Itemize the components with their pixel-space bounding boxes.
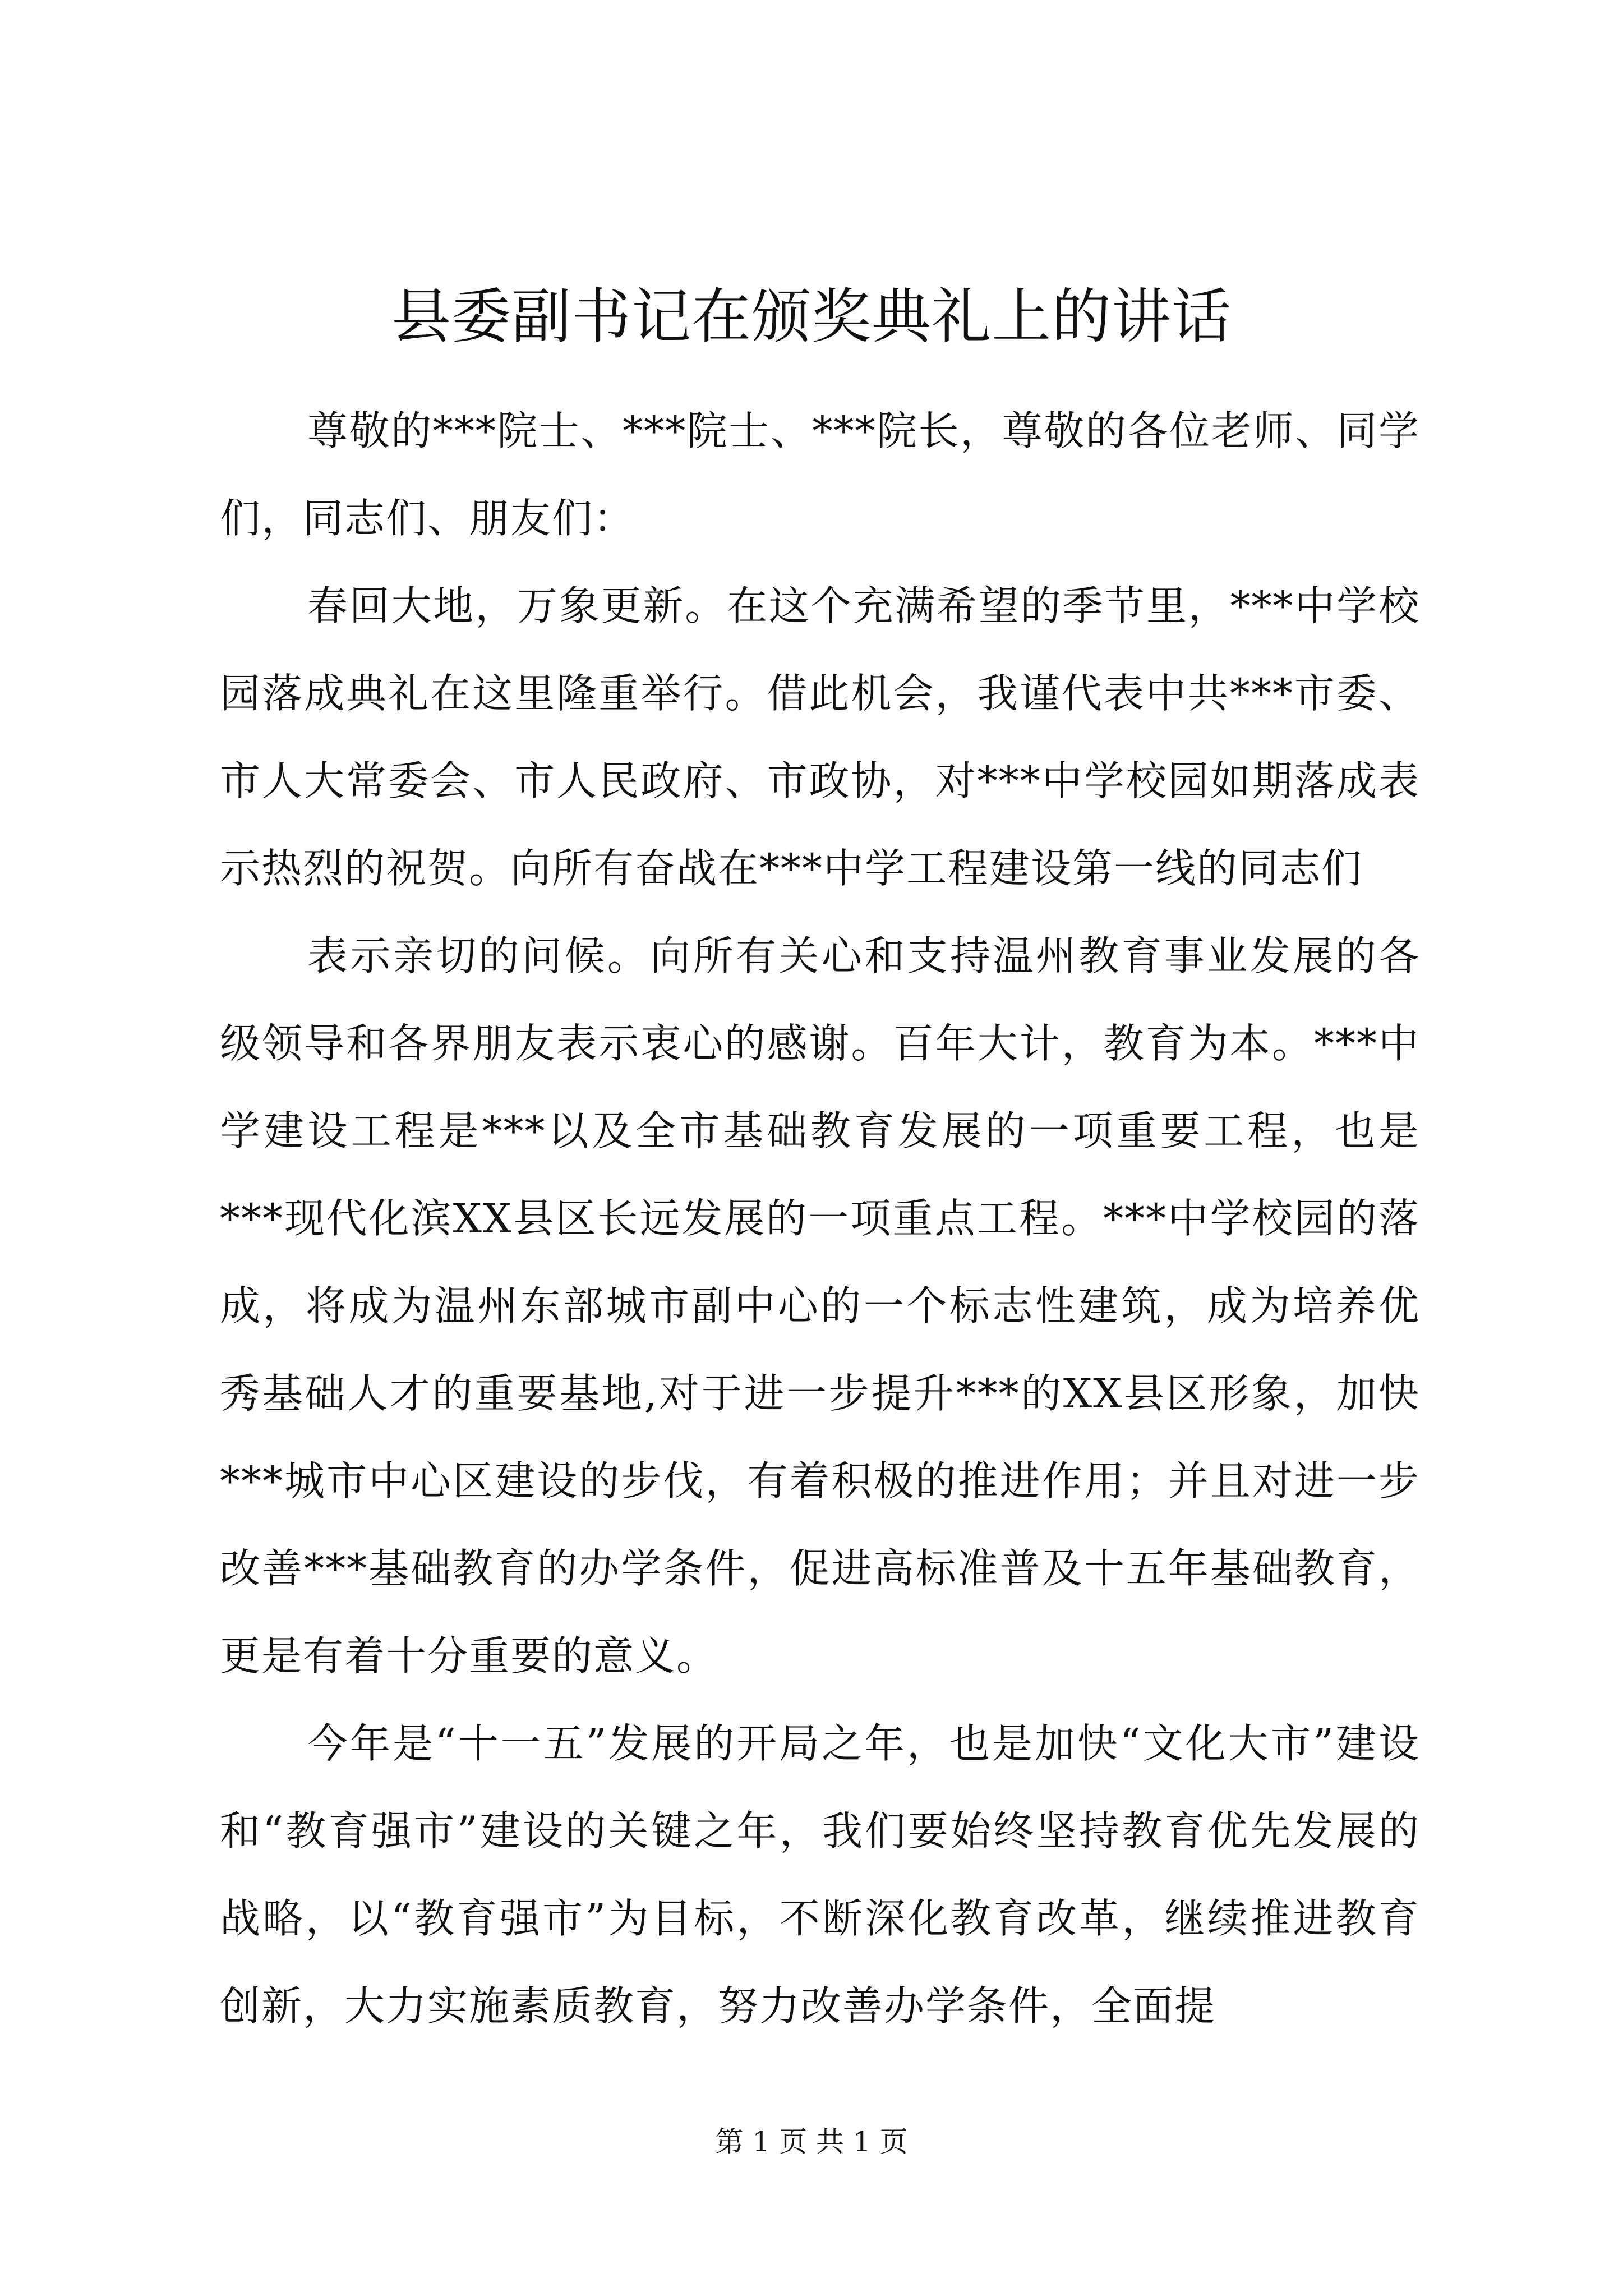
paragraph-salutation: 尊敬的***院士、***院士、***院长，尊敬的各位老师、同学们，同志们、朋友们： [220,407,1420,542]
paragraph-gratitude: 表示亲切的问候。向所有关心和支持温州教育事业发展的各级领导和各界朋友表示衷心的感谢。百年大计，教育为本。***中学建设工程是***以及全市基础教育发展的一项重要工程，也是***现代化滨XX县区长远发展的一项重点工程。***中学校园的落成，将成为温州东部城市副中心的一个标志性建筑，成为培养优秀基础人才的重要基地,对于进一步提升***的XX县区形象，加快***城市中心区建设的步伐，有着积极的推进作用；并且对进一步改善***基础教育的办学条件，促进高标准普及十五年基础教育，更是有着十分重要的意义。 [220,932,1420,1680]
paragraph-opening: 春回大地，万象更新。在这个充满希望的季节里，***中学校园落成典礼在这里隆重举行。借此机会，我谨代表中共***市委、市人大常委会、市人民政府、市政协，对***中学校园如期落成表示热烈的祝贺。向所有奋战在***中学工程建设第一线的同志们 [220,582,1420,892]
document-body [220,387,1420,2050]
document-title: 县委副书记在颁奖典礼上的讲话 [391,282,1232,351]
paragraph-outlook: 今年是“十一五”发展的开局之年，也是加快“文化大市”建设和“教育强市”建设的关键之年，我们要始终坚持教育优先发展的战略，以“教育强市”为目标，不断深化教育改革，继续推进教育创新，大力实施素质教育，努力改善办学条件，全面提 [220,1720,1420,2030]
page-footer: 第 1 页 共 1 页 [715,2125,908,2158]
